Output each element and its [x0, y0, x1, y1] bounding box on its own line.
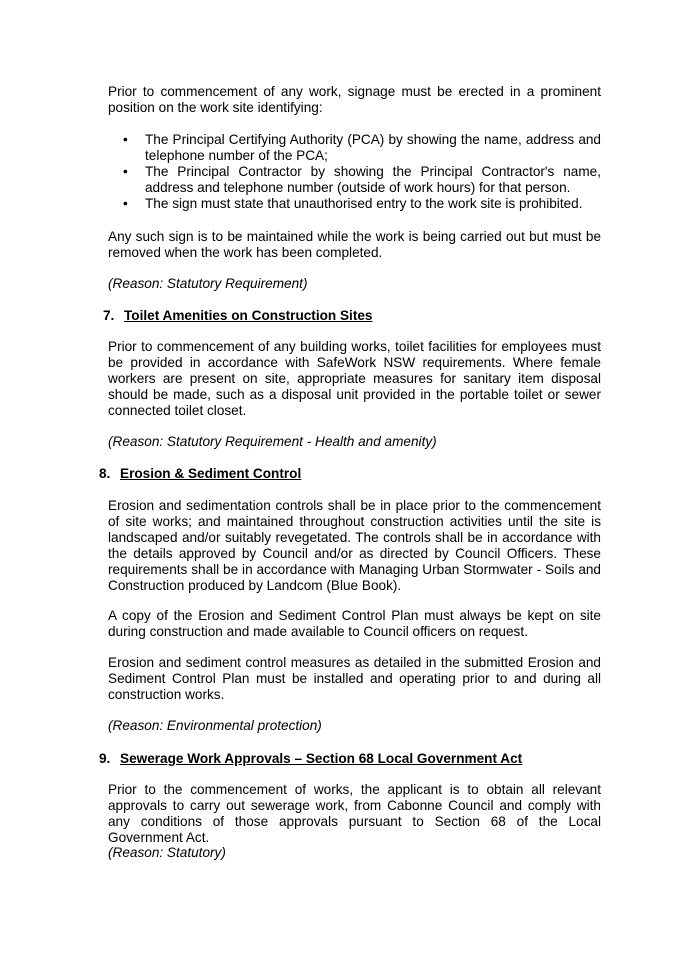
- bullet-icon: •: [123, 164, 128, 179]
- section-title: Erosion & Sediment Control: [120, 466, 302, 481]
- bullet-text: The Principal Certifying Authority (PCA) by showing the name, address and telephone number of the PCA;: [145, 132, 601, 163]
- section-8-paragraph-2: A copy of the Erosion and Sediment Control Plan must always be kept on site during construction and made available to Council officers on request.: [108, 608, 601, 639]
- section-number: 9.: [99, 751, 111, 766]
- list-item: [108, 164, 601, 196]
- section-heading-9: [99, 751, 522, 767]
- section-8-paragraph-1: Erosion and sedimentation controls shall be in place prior to the commencement of site works; and maintained throughout construction activities until the site is landscaped and/or suitably revegetated. The controls shall be in accordance with the details approved by Council and/or as directed by Council Officers. These requirements shall be in accordance with Managing Urban Stormwater - Soils and Construction produced by Landcom (Blue Book).: [108, 498, 601, 593]
- reason-text: (Reason: Statutory): [108, 845, 226, 860]
- section-number: 7.: [103, 308, 115, 323]
- list-item: [108, 196, 601, 212]
- section-8-paragraph-3: Erosion and sediment control measures as detailed in the submitted Erosion and Sediment Control Plan must be installed and operating prior to and during all construction works.: [108, 655, 601, 702]
- bullet-icon: •: [123, 196, 128, 211]
- intro-paragraph: Prior to commencement of any work, signage must be erected in a prominent position on the work site identifying:: [108, 84, 601, 115]
- reason-text: (Reason: Statutory Requirement): [108, 276, 308, 291]
- section-title: Sewerage Work Approvals – Section 68 Local Government Act: [120, 751, 523, 766]
- bullet-text: The sign must state that unauthorised entry to the work site is prohibited.: [145, 196, 583, 211]
- section-title: Toilet Amenities on Construction Sites: [124, 308, 373, 323]
- reason-text: (Reason: Environmental protection): [108, 718, 322, 733]
- section-7-paragraph: Prior to commencement of any building works, toilet facilities for employees must be provided in accordance with SafeWork NSW requirements. Where female workers are present on site, appropriate measures for sanitary item disposal should be made, such as a disposal unit provided in the portable toilet or sewer connected toilet closet.: [108, 339, 601, 418]
- reason-text: (Reason: Statutory Requirement - Health and amenity): [108, 434, 437, 449]
- bullet-text: The Principal Contractor by showing the Principal Contractor's name, address and telephone number (outside of work hours) for that person.: [145, 164, 601, 195]
- section-heading-7: [103, 308, 372, 324]
- signage-bullet-list: [108, 132, 601, 212]
- maintain-paragraph: Any such sign is to be maintained while the work is being carried out but must be removed when the work has been completed.: [108, 229, 601, 260]
- section-number: 8.: [99, 466, 111, 481]
- section-heading-8: [99, 466, 301, 482]
- section-9-paragraph: Prior to the commencement of works, the applicant is to obtain all relevant approvals to carry out sewerage work, from Cabonne Council and comply with any conditions of those approvals pursuant to Section 68 of the Local Government Act.: [108, 782, 601, 845]
- bullet-icon: •: [123, 132, 128, 147]
- list-item: [108, 132, 601, 164]
